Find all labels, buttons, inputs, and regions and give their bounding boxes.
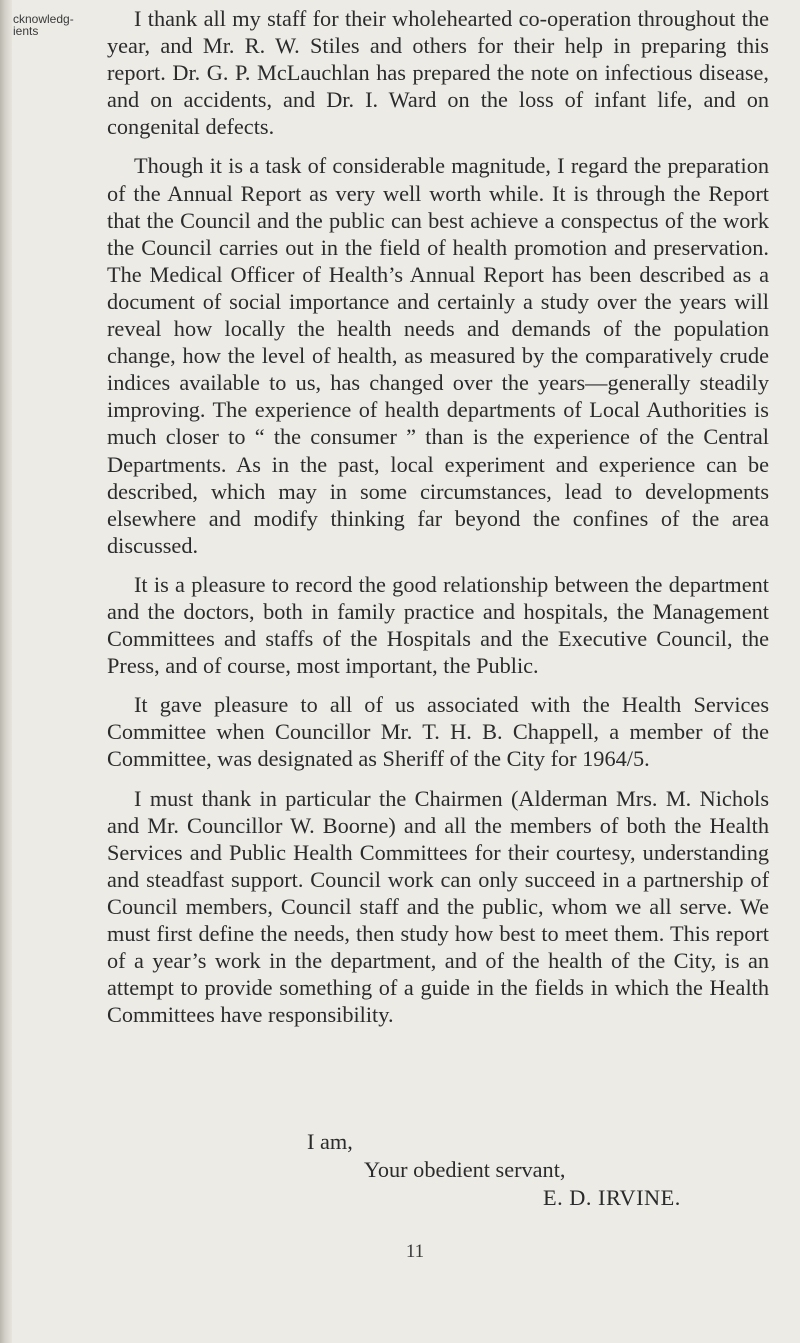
paragraph-thanks-chairmen: I must thank in particular the Chairmen (Alderman Mrs. M. Nichols and Mr. Councillor W. Boorne) and all the members of both the Health Services and Public Health Committees for their courtesy, understanding and steadfast support. Council work can only succeed in a partnership of Council members, Council staff and the public, whom we all serve. We must first define the needs, then study how best to meet them. This report of a year’s work in the department, and of the health of the City, is an attempt to provide something of a guide in the fields in which the Health Committees have responsibility.: [107, 785, 769, 1028]
closing-signature-block: [307, 1128, 681, 1212]
paragraph-sheriff: It gave pleasure to all of us associated with the Health Services Committee when Councillor Mr. T. H. B. Chappell, a member of the Committee, was designated as Sheriff of the City for 1964/5.: [107, 692, 769, 772]
signature-name: E. D. IRVINE.: [543, 1185, 681, 1210]
page-binding-edge: [0, 0, 12, 1343]
page-number: 11: [405, 1241, 425, 1262]
closing-line-i-am: I am,: [307, 1129, 353, 1154]
paragraph-acknowledgement-staff: I thank all my staff for their wholehearted co-operation throughout the year, and Mr. R. W. Stiles and others for their help in preparing this report. Dr. G. P. McLauchlan has prepared the note on infectious disease, and on accidents, and Dr. I. Ward on the loss of infant life, and on congenital defects.: [107, 6, 769, 140]
body-text: [107, 5, 769, 1040]
margin-heading-acknowledgements: [13, 13, 101, 37]
closing-line-servant: Your obedient servant,: [364, 1157, 566, 1182]
margin-heading-line-2: ients: [13, 24, 39, 38]
paragraph-annual-report-value: Though it is a task of considerable magnitude, I regard the preparation of the Annual Report as very well worth while. It is through the Report that the Council and the public can best achieve a conspectus of the work the Council carries out in the field of health promotion and preservation. The Medical Officer of Health’s Annual Report has been described as a document of social importance and certainly a study over the years will reveal how locally the health needs and demands of the population change, how the level of health, as measured by the comparatively crude indices available to us, has changed over the years—generally steadily improving. The experience of health departments of Local Authorities is much closer to “ the consumer ” than is the experience of the Central Departments. As in the past, local experiment and experience can be described, which may in some circumstances, lead to developments elsewhere and modify thinking far beyond the confines of the area discussed.: [107, 153, 769, 558]
margin-heading-line-1: cknowledg-: [13, 12, 74, 26]
paragraph-good-relationship: It is a pleasure to record the good relationship between the department and the doctors, both in family practice and hospitals, the Management Committees and staffs of the Hospitals and the Executive Council, the Press, and of course, most important, the Public.: [107, 571, 769, 679]
